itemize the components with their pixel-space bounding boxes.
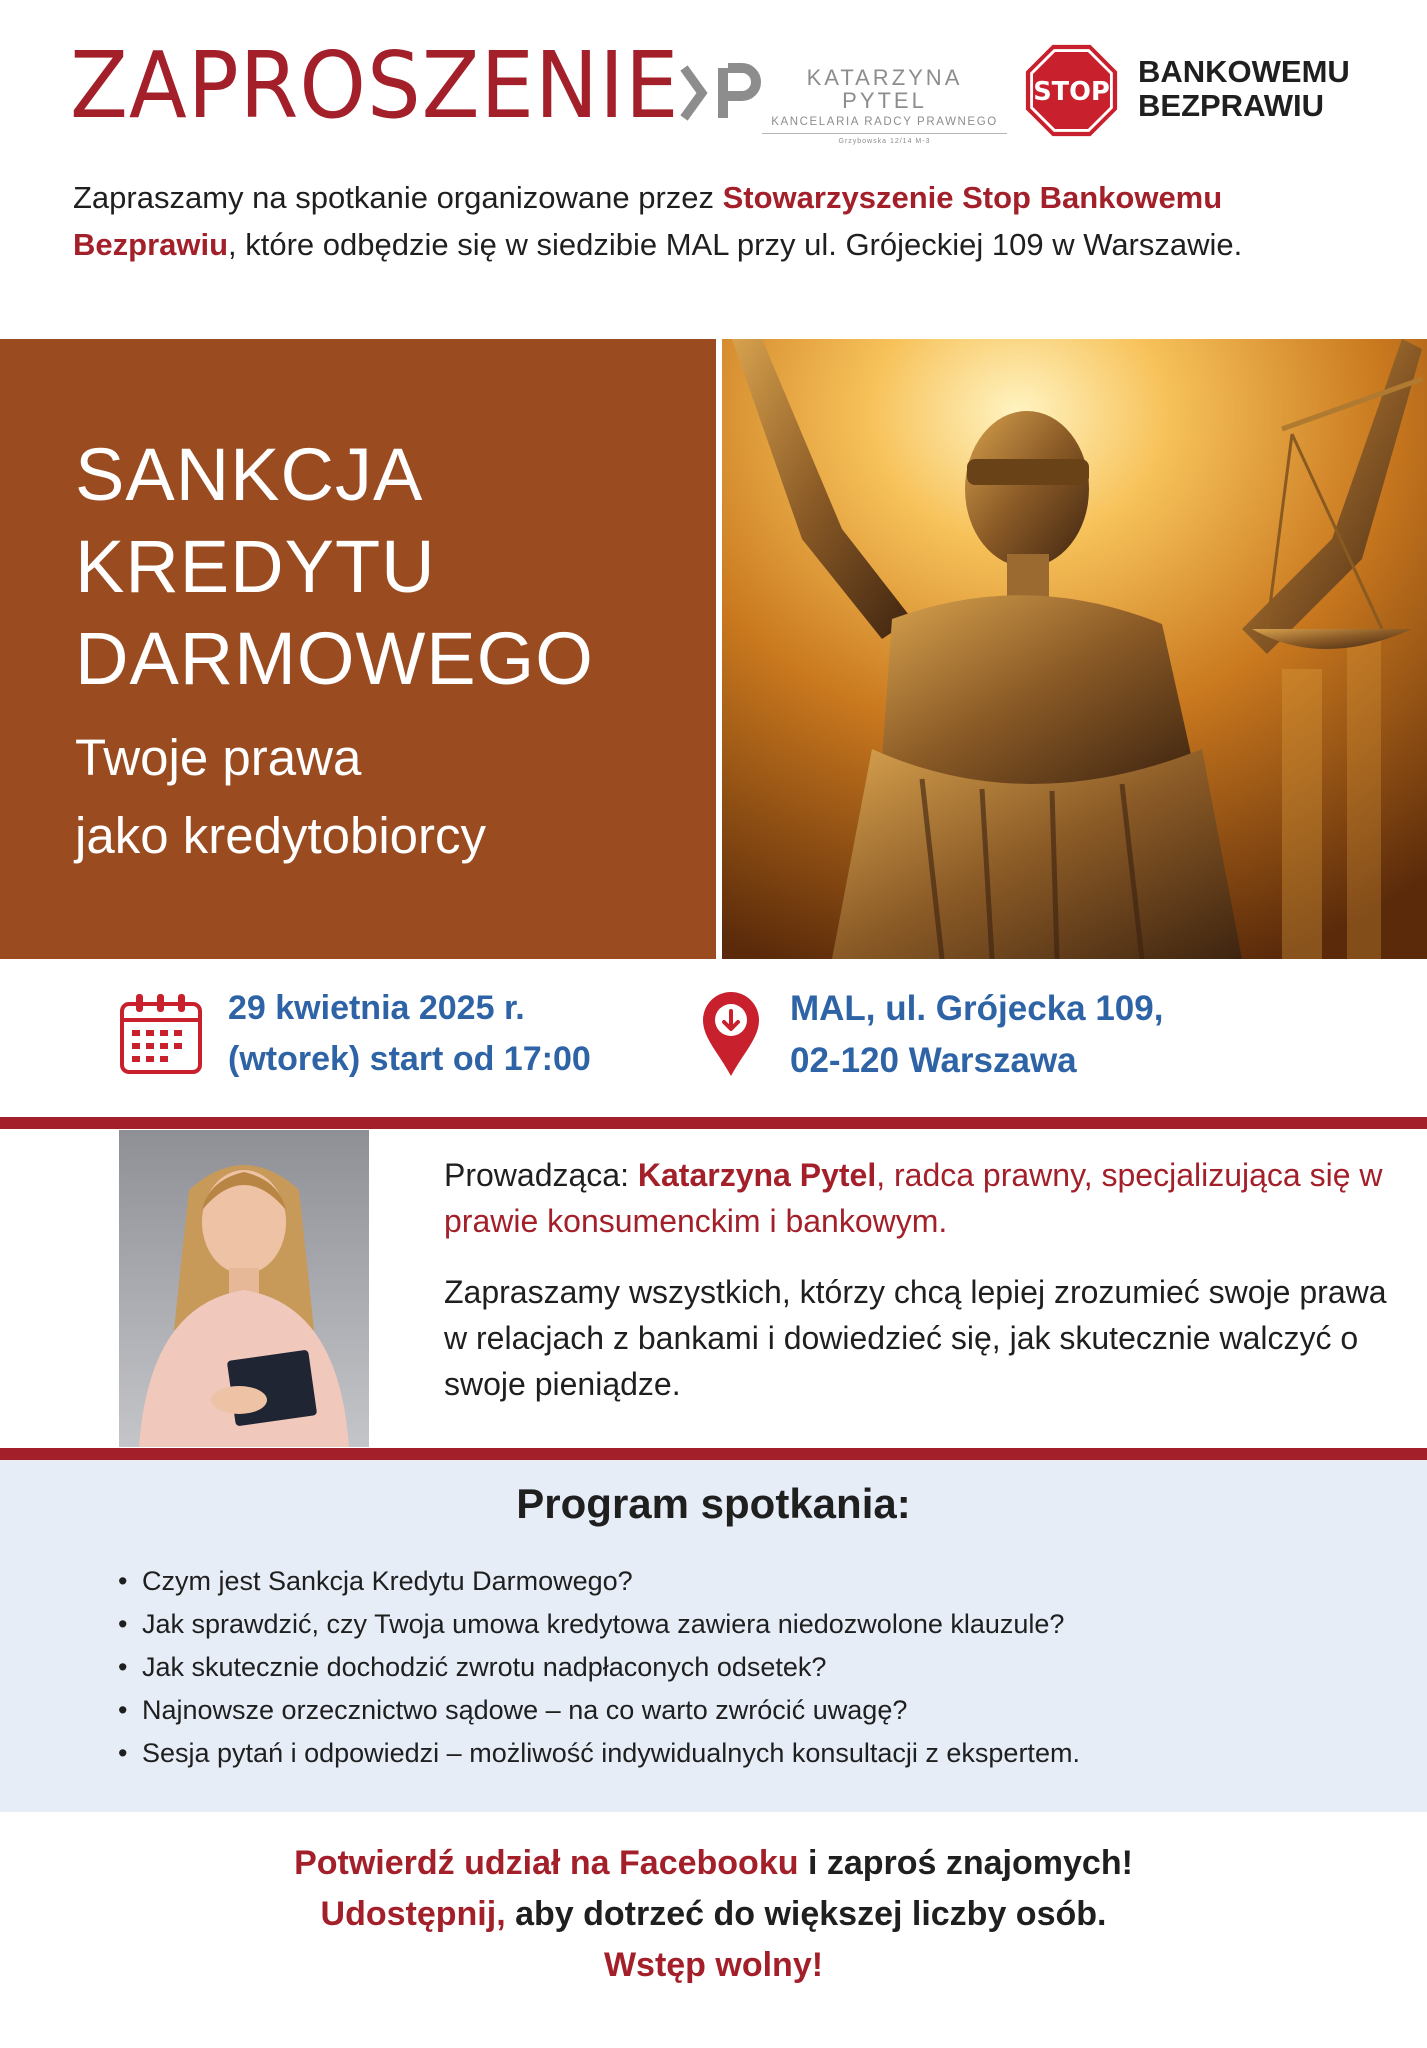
- cta-line-2: [0, 1889, 1427, 1940]
- stop-sign-text: STOP: [1033, 77, 1110, 107]
- intro-part-1: Zapraszamy na spotkanie organizowane przez: [73, 180, 723, 215]
- event-place-line-2: 02-120 Warszawa: [790, 1041, 1077, 1080]
- program-item: • Najnowsze orzecznictwo sądowe – na co warto zwrócić uwagę?: [118, 1689, 1368, 1732]
- hero-banner: [0, 339, 1427, 959]
- event-date-line-2: (wtorek) start od 17:00: [228, 1040, 591, 1078]
- hero-subtitle: [75, 719, 486, 875]
- calendar-icon: [118, 990, 204, 1076]
- cta-line-3: [0, 1940, 1427, 1991]
- program-item: • Czym jest Sankcja Kredytu Darmowego?: [118, 1560, 1368, 1603]
- cta-line-1-rest: i zaproś znajomych!: [798, 1844, 1133, 1882]
- host-portrait-illustration: [119, 1130, 369, 1447]
- kancelaria-address: Grzybowska 12/14 M-3: [762, 133, 1007, 145]
- invite-text: Zapraszamy wszystkich, którzy chcą lepiej zrozumieć swoje prawa w relacjach z bankami i dowiedzieć się, jak skutecznie walczyć o swoje pieniądze.: [444, 1274, 1387, 1402]
- host-description: , radca prawny, specjalizująca się w prawie konsumenckim i bankowym.: [444, 1157, 1383, 1239]
- cta-free-entry: Wstęp wolny!: [603, 1946, 824, 1984]
- hero-title: [75, 429, 594, 705]
- kp-logo-icon: [680, 62, 762, 124]
- kancelaria-subtitle: KANCELARIA RADCY PRAWNEGO: [771, 116, 998, 129]
- header: [0, 0, 1427, 150]
- event-date-line-1: 29 kwietnia 2025 r.: [228, 989, 525, 1027]
- host-label: Prowadząca:: [444, 1157, 638, 1193]
- intro-organizer: Stowarzyszenie Stop Bankowemu Bezprawiu: [73, 180, 1223, 262]
- intro-part-2: , które odbędzie się w siedzibie MAL przy ul. Grójeckiej 109 w Warszawie.: [228, 227, 1243, 262]
- lady-justice-image: [722, 339, 1427, 959]
- hero-title-line-1: SANKCJA: [75, 433, 424, 516]
- lady-justice-illustration: [722, 339, 1427, 959]
- divider-bottom: [0, 1448, 1427, 1460]
- event-date: [228, 983, 591, 1085]
- cta-line-2-rest: aby dotrzeć do większej liczby osób.: [505, 1895, 1107, 1933]
- host-photo: [119, 1130, 369, 1447]
- program-item: • Sesja pytań i odpowiedzi – możliwość indywidualnych konsultacji z ekspertem.: [118, 1732, 1368, 1775]
- kancelaria-logo: [762, 66, 1007, 145]
- event-place-line-1: MAL, ul. Grójecka 109,: [790, 989, 1164, 1028]
- brand-line-2: BEZPRAWIU: [1138, 88, 1324, 124]
- hero-title-line-3: DARMOWEGO: [75, 617, 594, 700]
- divider-top: [0, 1117, 1427, 1129]
- stop-bankowemu-bezprawiu-brand: [1138, 55, 1350, 123]
- intro-paragraph: [73, 174, 1393, 268]
- kancelaria-name: KATARZYNA PYTEL: [806, 65, 963, 114]
- program-item: • Jak sprawdzić, czy Twoja umowa kredytowa zawiera niedozwolone klauzule?: [118, 1603, 1368, 1646]
- hero-title-line-2: KREDYTU: [75, 525, 436, 608]
- call-to-action: [0, 1838, 1427, 1991]
- program-list: [118, 1560, 1368, 1775]
- location-pin-icon: [700, 990, 762, 1078]
- cta-share: Udostępnij,: [320, 1895, 506, 1933]
- hero-text-panel: [0, 339, 716, 959]
- event-place: [790, 983, 1163, 1087]
- page-title: ZAPROSZENIE: [70, 32, 680, 139]
- host-info: [444, 1152, 1394, 1244]
- host-name: Katarzyna Pytel: [637, 1157, 877, 1193]
- program-item: • Jak skutecznie dochodzić zwrotu nadpłaconych odsetek?: [118, 1646, 1368, 1689]
- stop-sign-icon: [1024, 43, 1119, 138]
- program-title: Program spotkania:: [516, 1480, 911, 1527]
- hero-subtitle-line-1: Twoje prawa: [75, 729, 362, 786]
- cta-facebook: Potwierdź udział na Facebooku: [294, 1844, 799, 1882]
- hero-subtitle-line-2: jako kredytobiorcy: [75, 807, 487, 864]
- brand-line-1: BANKOWEMU: [1138, 54, 1350, 89]
- cta-line-1: [0, 1838, 1427, 1889]
